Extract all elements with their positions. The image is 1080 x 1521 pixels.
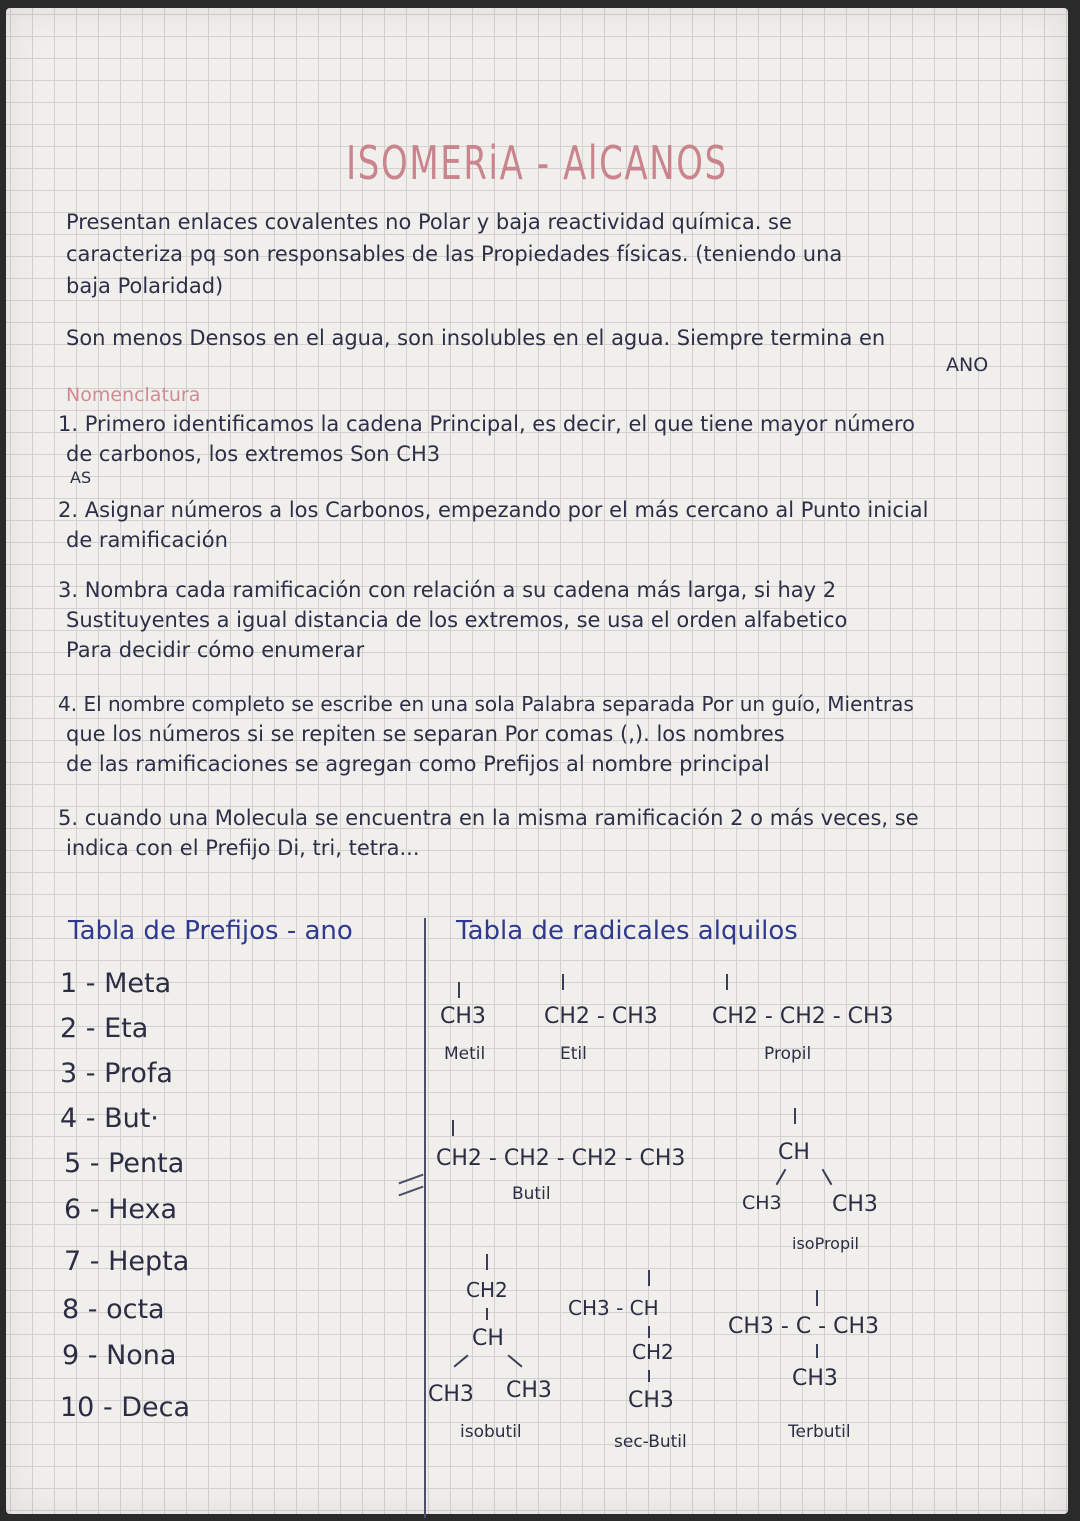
bond-line <box>648 1370 650 1382</box>
rule-1-line-3: AS <box>70 468 92 487</box>
isobutil-top: CH2 <box>466 1278 508 1302</box>
bond-line <box>458 982 460 998</box>
propil-formula: CH2 - CH2 - CH3 <box>712 1004 894 1029</box>
secbutil-name: sec-Butil <box>614 1432 687 1452</box>
page-title: ISOMERiA - AlCANOS <box>346 136 728 190</box>
prefijo-item: 7 - Hepta <box>64 1246 190 1277</box>
bond-line <box>507 1354 522 1367</box>
metil-name: Metil <box>444 1044 486 1064</box>
terbutil-bottom: CH3 <box>792 1366 838 1391</box>
secbutil-mid: CH2 <box>632 1340 674 1364</box>
isobutil-left: CH3 <box>428 1382 474 1407</box>
notebook-page <box>6 8 1068 1514</box>
isopropil-right: CH3 <box>832 1192 878 1217</box>
isopropil-top: CH <box>778 1140 810 1165</box>
intro-line-3: baja Polaridad) <box>66 274 224 298</box>
divider-break-mark <box>398 1174 423 1185</box>
prefijo-item: 8 - octa <box>62 1294 165 1325</box>
prefijo-item: 5 - Penta <box>64 1148 185 1179</box>
rule-5-line-2: indica con el Prefijo Di, tri, tetra... <box>66 836 420 860</box>
column-divider <box>424 918 426 1518</box>
isobutil-mid: CH <box>472 1326 504 1351</box>
bond-line <box>648 1270 650 1286</box>
etil-name: Etil <box>560 1044 587 1064</box>
radicales-heading: Tabla de radicales alquilos <box>456 916 798 946</box>
prefijo-item: 1 - Meta <box>60 968 172 999</box>
rule-4-line-3: de las ramificaciones se agregan como Prefijos al nombre principal <box>66 752 770 776</box>
density-line: Son menos Densos en el agua, son insolubles en el agua. Siempre termina en <box>66 326 886 350</box>
terbutil-row: CH3 - C - CH3 <box>728 1314 880 1339</box>
terbutil-name: Terbutil <box>788 1422 851 1442</box>
prefijos-heading: Tabla de Prefijos - ano <box>68 916 353 946</box>
butil-formula: CH2 - CH2 - CH2 - CH3 <box>436 1146 686 1171</box>
prefijo-item: 6 - Hexa <box>64 1194 178 1225</box>
etil-formula: CH2 - CH3 <box>544 1004 658 1029</box>
secbutil-top: CH3 - CH <box>568 1296 659 1320</box>
prefijo-item: 2 - Eta <box>60 1013 149 1044</box>
bond-line <box>486 1254 488 1270</box>
density-suffix: ANO <box>946 354 989 376</box>
nomenclatura-heading: Nomenclatura <box>66 384 201 406</box>
secbutil-bottom: CH3 <box>628 1388 674 1413</box>
isobutil-name: isobutil <box>460 1422 522 1442</box>
propil-name: Propil <box>764 1044 812 1064</box>
rule-2-line-1: 2. Asignar números a los Carbonos, empezando por el más cercano al Punto inicial <box>58 498 929 522</box>
metil-formula: CH3 <box>440 1004 486 1029</box>
bond-line <box>452 1120 454 1136</box>
prefijo-item: 9 - Nona <box>62 1340 177 1371</box>
isopropil-name: isoPropil <box>792 1234 859 1253</box>
isopropil-left: CH3 <box>742 1192 782 1214</box>
bond-line <box>648 1326 650 1338</box>
butil-name: Butil <box>512 1184 551 1204</box>
intro-line-2: caracteriza pq son responsables de las Propiedades físicas. (teniendo una <box>66 242 843 266</box>
rule-3-line-2: Sustituyentes a igual distancia de los extremos, se usa el orden alfabetico <box>66 608 848 632</box>
rule-3-line-3: Para decidir cómo enumerar <box>66 638 365 662</box>
rule-4-line-1: 4. El nombre completo se escribe en una sola Palabra separada Por un guío, Mientras <box>58 692 914 716</box>
divider-break-mark <box>398 1186 423 1197</box>
bond-line <box>486 1308 488 1320</box>
bond-line <box>794 1108 796 1124</box>
prefijo-item: 3 - Profa <box>60 1058 173 1089</box>
rule-5-line-1: 5. cuando una Molecula se encuentra en la misma ramificación 2 o más veces, se <box>58 806 919 830</box>
rule-3-line-1: 3. Nombra cada ramificación con relación a su cadena más larga, si hay 2 <box>58 578 837 602</box>
bond-line <box>453 1354 468 1367</box>
bond-line <box>776 1169 787 1186</box>
bond-line <box>822 1169 833 1186</box>
rule-4-line-2: que los números si se repiten se separan Por comas (,). los nombres <box>66 722 785 746</box>
isobutil-right: CH3 <box>506 1378 552 1403</box>
intro-line-1: Presentan enlaces covalentes no Polar y baja reactividad química. se <box>66 210 792 234</box>
bond-line <box>726 974 728 990</box>
rule-1-line-2: de carbonos, los extremos Son CH3 <box>66 442 441 466</box>
prefijo-item: 10 - Deca <box>60 1392 191 1423</box>
prefijo-item: 4 - But· <box>60 1103 159 1134</box>
rule-2-line-2: de ramificación <box>66 528 228 552</box>
bond-line <box>816 1344 818 1358</box>
rule-1-line-1: 1. Primero identificamos la cadena Principal, es decir, el que tiene mayor número <box>58 412 915 436</box>
bond-line <box>816 1290 818 1306</box>
bond-line <box>562 974 564 990</box>
